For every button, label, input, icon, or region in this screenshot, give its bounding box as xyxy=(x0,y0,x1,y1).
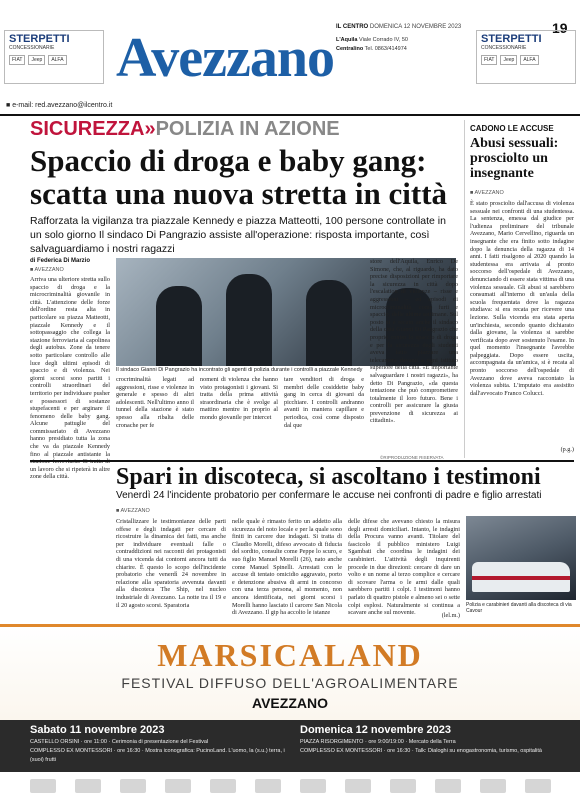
page-number: 19 xyxy=(552,20,568,36)
email-address[interactable]: red.avezzano@ilcentro.it xyxy=(35,102,113,109)
day-title: Sabato 11 novembre 2023 xyxy=(30,724,165,736)
main-headline: Spaccio di droga e baby gang: scatta una nuova stretta in città xyxy=(30,143,448,211)
kicker-separator: » xyxy=(144,118,156,140)
second-subhead: Venerdì 24 l'incidente probatorio per confermare le accuse nei confronti di padre e figlio arrestati xyxy=(116,490,542,501)
main-photo-caption: Il sindaco Gianni Di Pangrazio ha incontrato gli agenti di polizia durante i controlli a piazzale Kennedy xyxy=(116,367,363,373)
second-signature: (lel.m.) xyxy=(441,612,460,619)
dateline-text: AVEZZANO xyxy=(34,267,64,273)
day-line: PIAZZA RISORGIMENTO · ore 9:00/19:00 · Mercato della Terra xyxy=(300,739,456,745)
second-photo-caption: Polizia e carabinieri davanti alla discoteca di via Cavour xyxy=(466,602,572,614)
brand-alfa: ALFA xyxy=(520,55,538,65)
sponsor-logo-icon xyxy=(345,779,371,793)
masthead xyxy=(0,0,580,100)
main-col-3: nomeni di violenza che hanno visto protagonisti i giovani. Si tratta della prima attività straordinaria che è svolge al mattino mentre in proprio al mondo giovanile per intercet xyxy=(200,376,278,421)
person-figure xyxy=(226,274,272,366)
sponsor-logo-icon xyxy=(480,779,506,793)
page-title: Avezzano xyxy=(116,27,334,89)
side-tag: CADONO LE ACCUSE xyxy=(470,124,554,133)
kicker-topic: POLIZIA IN AZIONE xyxy=(155,118,340,140)
main-col-5: store dell'Aquila, Enrico De Simone, che, al riguardo, ha dato precise disposizioni per rimportare la sicurezza in città dopo l'escalation di violenze – risse e aggressioni – ed episodi di microcriminalità, come furti e spaccio, delle ultime settimane. Sul posto si è recato anche il sindaco della città Gianni Di Pangrazio che proprio contro lo spaccio di droga e per la sicurezza degli studenti aveva fatto piazzare una telecamera davanti a ogni istituto superiore della città. «È importante salvaguardare i nostri ragazzi», ha detto Di Pangrazio, «da questa tentazione che può compromettere totalmente il loro futuro. Bene i controlli per assicurare la giusta prevenzione di sicurezza ai cittadini». xyxy=(370,258,458,425)
office-addr-2: Tel. 0863/414974 xyxy=(364,46,407,52)
sponsor-logo-icon xyxy=(300,779,326,793)
day-line: CASTELLO ORSINI · ore 11:00 · Cerimonia di presentazione del Festival xyxy=(30,739,209,745)
main-subhead: Rafforzata la vigilanza tra piazzale Kennedy e piazza Matteotti, 100 persone controllate in un solo giorno Il sindaco Di Pangrazio assiste all'operazione: risposta importante, così salvaguardiamo i nostri ragazzi xyxy=(30,215,446,255)
brand-alfa: ALFA xyxy=(48,55,66,65)
sponsor-logo-icon xyxy=(255,779,281,793)
sponsor-logos xyxy=(0,774,580,798)
email-line xyxy=(0,102,580,109)
brand-jeep: Jeep xyxy=(500,55,517,65)
column-divider xyxy=(464,120,465,458)
person-figure xyxy=(156,286,202,366)
banner-tagline: FESTIVAL DIFFUSO DELL'AGROALIMENTARE xyxy=(121,675,459,691)
schedule-day-2 xyxy=(300,724,570,756)
office-label-2: Centralino xyxy=(336,46,364,52)
sterpetti-ad-left[interactable] xyxy=(4,30,104,84)
main-col-2: crocriminalità legati ad aggressioni, risse e violenze in generale e spesso di altri adolescenti. Nell'ultimo anno il tunnel della stazione è stato spesso alla ribalta delle cronache per fe xyxy=(116,376,194,429)
second-col-3: delle difese che avevano chiesto la misura degli arresti domiciliari. Intanto, le indagini della Procura vanno avanti. Titolare del fascicolo il pubblico ministero Luigi Sgambati che coordina le indagini dei carabinieri. L'attività degli inquirenti procede in due direzioni: cercare di dare un volto e un nome al terzo complice e cercare di scovare l'arma o le armi dalle quali sarebbero partiti i colpi. I testimoni hanno parlato di quattro pistole e almeno sei o sette colpi esplosi. Naturalmente si continua a scavare anche sul movente. xyxy=(348,518,460,617)
side-headline: Abusi sessuali: prosciolto un insegnante xyxy=(470,136,559,181)
side-signature: (p.g.) xyxy=(560,446,574,453)
main-kicker xyxy=(30,118,340,141)
sponsor-logo-icon xyxy=(210,779,236,793)
day-line: COMPLESSO EX MONTESSORI · ore 16:30 · Mostra iconografica: PucinoLand. L'uomo, la (s.u.) terra, i (suoi) frutti xyxy=(30,748,285,763)
brand-fiat: FIAT xyxy=(9,55,25,65)
sponsor-logo-icon xyxy=(120,779,146,793)
divider xyxy=(0,114,580,116)
marsicaland-ad[interactable] xyxy=(0,624,580,798)
second-dateline: ■ AVEZZANO xyxy=(116,508,150,514)
office-label-1: L'Aquila xyxy=(336,37,358,43)
ad-sub: CONCESSIONARIE xyxy=(481,45,527,51)
ad-brands xyxy=(481,55,571,65)
brand-jeep: Jeep xyxy=(28,55,45,65)
ad-sub: CONCESSIONARIE xyxy=(9,45,55,51)
brand-fiat: FIAT xyxy=(481,55,497,65)
schedule-day-1 xyxy=(30,724,300,765)
email-icon: ■ xyxy=(6,102,11,109)
ad-logo: STERPETTI xyxy=(9,33,70,45)
banner-city: AVEZZANO xyxy=(252,695,328,711)
car-stripe xyxy=(472,576,570,580)
sponsor-logo-icon xyxy=(525,779,551,793)
divider xyxy=(30,460,574,462)
sponsor-logo-icon xyxy=(30,779,56,793)
office-addresses xyxy=(336,36,408,54)
ad-logo: STERPETTI xyxy=(481,33,542,45)
banner-header xyxy=(0,624,580,720)
person-figure xyxy=(306,280,352,366)
ad-brands xyxy=(9,55,99,65)
dateline: ■ AVEZZANO xyxy=(30,267,64,273)
banner-brand: MARSICALAND xyxy=(157,637,423,673)
paper-name: IL CENTRO xyxy=(336,24,369,30)
email-label: e-mail: xyxy=(12,102,34,109)
sponsor-logo-icon xyxy=(390,779,416,793)
day-line: COMPLESSO EX MONTESSORI · ore 16:30 · Talk: Dialoghi su enogastronomia, turismo, ospitalità xyxy=(300,748,542,754)
sterpetti-ad-right[interactable] xyxy=(476,30,576,84)
day-title: Domenica 12 novembre 2023 xyxy=(300,724,452,736)
side-dateline: ■ AVEZZANO xyxy=(470,190,504,196)
side-body: È stato prosciolto dall'accusa di violenza sessuale nei confronti di una studentessa. La sentenza, emessa dal giudice per l'udienza preliminare del tribunale Avezzano, Mario Cervellino, riguarda un insegnante che era finito sotto indagine dopo la denuncia della ragazza di 14 anni. I fatti risalgono al 2020 quando la studentessa era arrivata al pronto soccorso dell'ospedale di Avezzano, denunciando di essere stata vittima di una violenza sessuale. Gli abusi si sarebbero consumati all'interno di un'aula della scuola frequentata dove la ragazza studiava: si era recata per ricevere una lezione. Sulla vicenda era stata aperta un'inchiesta, secondo quanto dichiarato dalla giovane, la violenza si sarebbe verificata dopo aver sostenuto l'esame. In quel momento l'insegnante l'avrebbe palpeggiata. Dopo essere uscita, accompagnata da un'amica, si è recata al pronto soccorso dell'ospedale di Avezzano dove aveva raccontato la violenza subita. L'imputato era assistito dall'avvocato Franco Colucci. xyxy=(470,200,574,397)
topbar xyxy=(336,24,461,30)
main-col-4: tare venditori di droga e membri delle cosiddette baby gang in cerca di giovani da picchiare. I controlli andranno avanti in maniera capillare e periodica, così come disposto dal que xyxy=(284,376,364,429)
second-headline: Spari in discoteca, si ascoltano i testimoni xyxy=(116,464,541,490)
issue-date: DOMENICA 12 NOVEMBRE 2023 xyxy=(369,24,462,30)
kicker-section: SICUREZZA xyxy=(30,118,145,140)
second-photo[interactable] xyxy=(466,516,576,600)
side-dateline-text: AVEZZANO xyxy=(474,190,504,196)
byline: di Federica Di Marzio xyxy=(30,258,91,264)
main-col-1: Arriva una ulteriore stretta sullo spaccio di droga e la microcriminalità giovanile in città. L'attenzione delle forze dell'ordine resta alta in particolare su piazza Matteotti, piazzale Kennedy e il sottopassaggio che collega la stazione ferroviaria al capolinea degli autobus. Zone da tenere sotto particolare controllo alle luce degli ultimi episodi di spaccio e di violenza. Nei giorni scorsi sono partiti i controlli straordinari del territorio per individuare pusher e possessori di sostanze stupefacenti e per arginare il fenomeno delle baby gang. Alcune pattuglie del commissariato di Avezzano hanno presidiato tutta la zona che va da piazzale Kennedy fino al piazzale antistante la un lavoro che si ripeterà in altre zone della città. xyxy=(30,276,110,481)
sponsor-logo-icon xyxy=(75,779,101,793)
sponsor-logo-icon xyxy=(165,779,191,793)
second-col-1: Cristallizzare le testimonianze delle parti offese e degli indagati per cercare di ricostruire la dinamica dei fatti, ma anche per individuare eventuali falle o contraddizioni nei racconti dei protagonisti di una vicenda dai contorni ancora tutti da chiarire. È questo lo scopo dell'incidente probatorio che venerdì 24 novembre in relazione alla sparatoria avvenuta davanti alla discoteca The Ship, nel nucleo industriale di Avezzano. La notte tra il 19 e il 20 agosto scorsi. Sparatoria xyxy=(116,518,226,609)
photo-credit: ©RIPRODUZIONE RISERVATA xyxy=(380,455,444,460)
office-addr-1: Viale Corrado IV, 50 xyxy=(359,37,408,43)
second-col-2: nelle quale è rimasto ferito un addetto alla sicurezza del noto locale e per la quale sono finiti in carcere due indagati. Si tratta di Claudio Morelli, difeso avvocato di fiducia del sordito, consulte come Peppe lo scuro, e suo figlio Manuel Morelli (26), nato anche come Manuel Spinelli. Arrestati con le accuse di tentato omicidio aggravato, porto e detenzione abusiva di armi in concorso con una terza persona, al momento, non ancora identificata, nei giorni scorsi i Morelli hanno lasciato il carcere San Nicola di Avezzano. Il gip ha accolto le istanze xyxy=(232,518,342,617)
sponsor-logo-icon xyxy=(435,779,461,793)
second-dateline-text: AVEZZANO xyxy=(120,508,150,514)
banner-schedule xyxy=(0,720,580,772)
